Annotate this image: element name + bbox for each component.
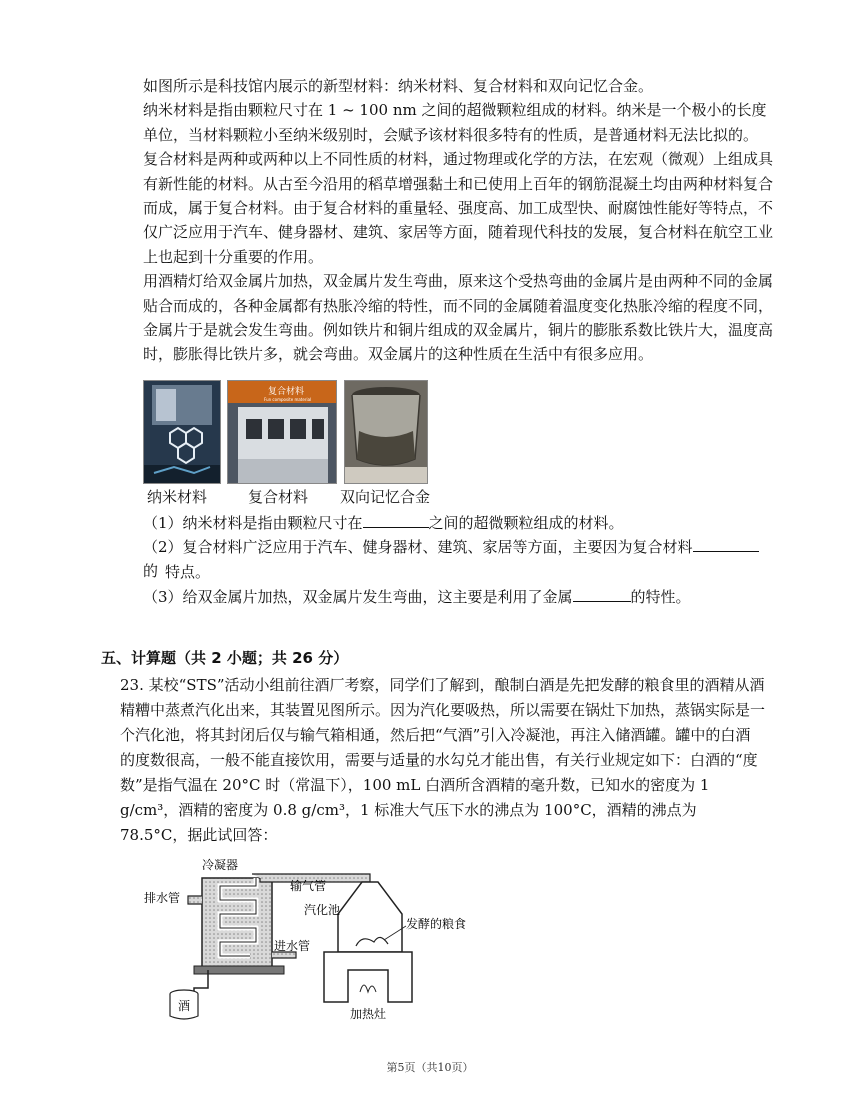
nano-material-illustration xyxy=(144,381,220,483)
question-3 xyxy=(143,585,691,609)
vaporization-pool xyxy=(338,882,402,952)
question-3-blank[interactable] xyxy=(573,587,631,602)
caption-memory-alloy: 双向记忆合金 xyxy=(340,488,431,506)
condenser xyxy=(194,878,284,974)
label-condenser: 冷凝器 xyxy=(202,858,239,872)
label-stove: 加热灶 xyxy=(350,1007,387,1021)
intro-paragraph-2: 纳米材料是指由颗粒尺寸在 1 ~ 100 nm 之间的超微颗粒组成的材料。纳米是一个极小的长度单位，当材料颗粒小至纳米级别时，会赋予该材料很多特有的性质，是普通材料无法比拟的。 xyxy=(143,101,767,144)
caption-composite: 复合材料 xyxy=(248,488,309,506)
question-2-prefix: （2）复合材料广泛应用于汽车、健身器材、建筑、家居等方面，主要因为复合材料 xyxy=(143,538,693,556)
label-vaporization-pool: 汽化池 xyxy=(304,903,341,917)
label-drain-pipe: 排水管 xyxy=(144,891,181,905)
heating-stove xyxy=(324,952,412,1002)
question-2-blank[interactable] xyxy=(693,537,759,552)
question-3-suffix: 的特性。 xyxy=(630,588,691,606)
memory-alloy-illustration xyxy=(345,381,427,483)
intro-paragraph-1: 如图所示是科技馆内展示的新型材料：纳米材料、复合材料和双向记忆合金。 xyxy=(143,77,654,95)
label-wine: 酒 xyxy=(178,999,191,1013)
page-footer: 第5页（共10页） xyxy=(386,1061,474,1074)
composite-sign-text: 复合材料 xyxy=(268,387,305,397)
intro-paragraph-3: 复合材料是两种或两种以上不同性质的材料，通过物理或化学的方法，在宏观（微观）上组成具有新性能的材料。从古至今沿用的稻草增强黏土和已使用上百年的钢筋混凝土均由两种材料复合而成，属于复合材料。由于复合材料的重量轻、强度高、加工成型快、耐腐蚀性能好等特点，不仅广泛应用于汽车、健身器材、建筑、家居等方面，随着现代科技的发展，复合材料在航空工业上也起到十分重要的作用。 xyxy=(143,150,774,266)
question-23-text: 23. 某校“STS”活动小组前往酒厂考察，同学们了解到，酿制白酒是先把发酵的粮食里的酒精从酒精糟中蒸煮汽化出来，其装置见图所示。因为汽化要吸热，所以需要在锅灶下加热，蒸锅实际是一个汽化池，将其封闭后仅与输气箱相通，然后把“气酒”引入冷凝池，再注入储酒罐。罐中的白酒的度数很高，一般不能直接饮用，需要与适量的水勾兑才能出售，有关行业规定如下：白酒的“度数”是指气温在 20°C 时（常温下），100 mL 白酒所含酒精的毫升数，已知水的密度为 1 g/cm³，酒精的密度为 0.8 g/cm³，1 标准大气压下水的沸点为 100°C，酒精的沸点为 78.5°C，据此试回答： xyxy=(120,676,766,844)
label-inlet-pipe: 进水管 xyxy=(274,939,311,953)
composite-material-photo xyxy=(227,380,337,484)
question-2-continued: 特点。 xyxy=(165,563,211,581)
section-heading: 五、计算题（共 2 小题；共 26 分） xyxy=(101,649,349,667)
label-fermented-grain: 发酵的粮食 xyxy=(406,917,467,931)
nano-material-photo xyxy=(143,380,221,484)
label-gas-pipe: 输气管 xyxy=(290,879,327,893)
caption-nano: 纳米材料 xyxy=(147,488,208,506)
question-1-blank[interactable] xyxy=(363,513,429,528)
question-2 xyxy=(143,535,763,583)
question-3-prefix: （3）给双金属片加热，双金属片发生弯曲，这主要是利用了金属 xyxy=(143,588,573,606)
intro-text xyxy=(143,74,773,367)
question-1 xyxy=(143,511,624,535)
intro-paragraph-4: 用酒精灯给双金属片加热，双金属片发生弯曲，原来这个受热弯曲的金属片是由两种不同的金属贴合而成的，各种金属都有热胀冷缩的特性，而不同的金属随着温度变化热胀冷缩的程度不同，金属片于是就会发生弯曲。例如铁片和铜片组成的双金属片，铜片的膨胀系数比铁片大，温度高时，膨胀得比铁片多，就会弯曲。双金属片的这种性质在生活中有很多应用。 xyxy=(143,272,774,364)
memory-alloy-photo xyxy=(344,380,428,484)
question-1-suffix: 之间的超微颗粒组成的材料。 xyxy=(428,514,624,532)
question-1-prefix: （1）纳米材料是指由颗粒尺寸在 xyxy=(143,514,363,532)
composite-material-illustration xyxy=(228,381,336,483)
composite-sign-subtext: Fun composite material xyxy=(264,397,312,402)
distillation-apparatus-diagram xyxy=(140,856,510,1021)
question-23 xyxy=(120,673,765,848)
question-2-suffix: 的 xyxy=(143,562,159,580)
